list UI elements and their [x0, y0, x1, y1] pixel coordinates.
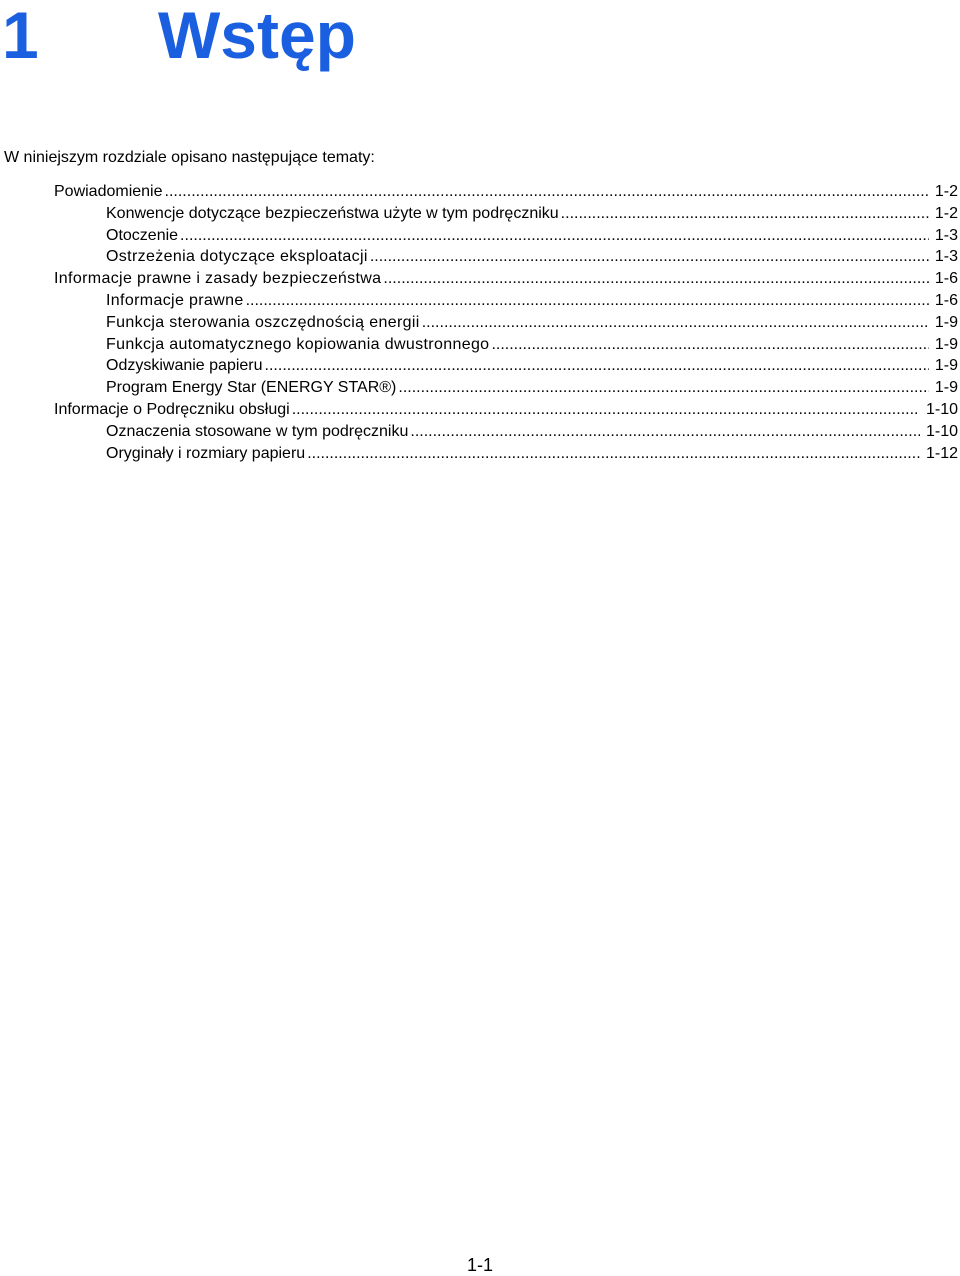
toc-dot-leader [246, 290, 929, 312]
toc-entry-page: 1-9 [934, 313, 958, 331]
toc-dot-leader [561, 203, 929, 225]
toc-entry-line [106, 225, 958, 247]
toc-entry-page: 1-2 [934, 204, 958, 222]
toc-entry[interactable] [0, 355, 960, 377]
toc-entry[interactable] [0, 399, 960, 421]
toc-entry-page: 1-3 [934, 248, 958, 266]
toc-entry[interactable] [0, 268, 960, 290]
toc-entry-title: Funkcja sterowania oszczędnością energii [106, 313, 420, 331]
toc-dot-leader [307, 443, 920, 465]
chapter-heading [2, 0, 942, 70]
toc-entry-line [106, 377, 958, 399]
toc-entry-page: 1-6 [934, 291, 958, 309]
toc-dot-leader [491, 334, 928, 356]
toc-entry-line [106, 334, 958, 356]
toc-entry-title: Powiadomienie [54, 183, 163, 200]
toc-entry-line [54, 399, 958, 421]
toc-entry[interactable] [0, 377, 960, 399]
toc-entry-line [54, 181, 958, 203]
toc-entry[interactable] [0, 421, 960, 443]
toc-entry-page: 1-10 [925, 422, 958, 440]
toc-entry-title: Informacje prawne [106, 291, 244, 309]
toc-entry-title: Funkcja automatycznego kopiowania dwustronnego [106, 335, 490, 353]
table-of-contents [0, 181, 960, 464]
toc-dot-leader [165, 181, 929, 203]
toc-entry-line [106, 355, 958, 377]
toc-entry-line [106, 246, 958, 268]
toc-entry-title: Informacje o Podręczniku obsługi [54, 400, 290, 418]
toc-entry-title: Oznaczenia stosowane w tym podręczniku [106, 422, 409, 440]
toc-entry-title: Oryginały i rozmiary papieru [106, 444, 306, 462]
toc-entry-page: 1-6 [934, 270, 958, 288]
toc-dot-leader [265, 355, 929, 377]
toc-entry-line [106, 421, 958, 443]
toc-entry-page: 1-9 [934, 379, 958, 397]
toc-entry-page: 1-2 [934, 183, 958, 200]
toc-entry[interactable] [0, 443, 960, 465]
toc-dot-leader [422, 312, 929, 334]
toc-entry[interactable] [0, 334, 960, 356]
toc-entry-title: Ostrzeżenia dotyczące eksploatacji [106, 248, 368, 266]
toc-entry[interactable] [0, 246, 960, 268]
toc-dot-leader [383, 268, 928, 290]
toc-entry-page: 1-12 [925, 444, 958, 462]
toc-entry-line [106, 312, 958, 334]
toc-entry[interactable] [0, 225, 960, 247]
toc-entry-line [106, 443, 958, 465]
toc-entry-page: 1-9 [934, 357, 958, 375]
toc-entry-title: Otoczenie [106, 226, 179, 244]
toc-entry-line [106, 290, 958, 312]
toc-entry-page: 1-9 [934, 335, 958, 353]
toc-entry-line [54, 268, 958, 290]
toc-entry-title: Konwencje dotyczące bezpieczeństwa użyte w tym podręczniku [106, 204, 559, 222]
intro-text: W niniejszym rozdziale opisano następujące tematy: [4, 149, 375, 166]
toc-dot-leader [180, 225, 929, 247]
toc-entry[interactable] [0, 312, 960, 334]
toc-entry-line [106, 203, 958, 225]
toc-dot-leader [292, 399, 920, 421]
toc-entry-title: Informacje prawne i zasady bezpieczeństwa [54, 270, 382, 288]
chapter-title: Wstęp [158, 0, 356, 72]
toc-dot-leader [370, 246, 929, 268]
page-number: 1-1 [466, 1255, 493, 1275]
toc-entry[interactable] [0, 203, 960, 225]
toc-entry[interactable] [0, 181, 960, 203]
chapter-number: 1 [2, 0, 39, 72]
toc-entry-title: Odzyskiwanie papieru [106, 357, 263, 375]
toc-entry[interactable] [0, 290, 960, 312]
toc-entry-page: 1-3 [934, 226, 958, 244]
toc-entry-title: Program Energy Star (ENERGY STAR®) [106, 379, 397, 397]
toc-entry-page: 1-10 [925, 400, 958, 418]
toc-dot-leader [410, 421, 920, 443]
toc-dot-leader [398, 377, 928, 399]
